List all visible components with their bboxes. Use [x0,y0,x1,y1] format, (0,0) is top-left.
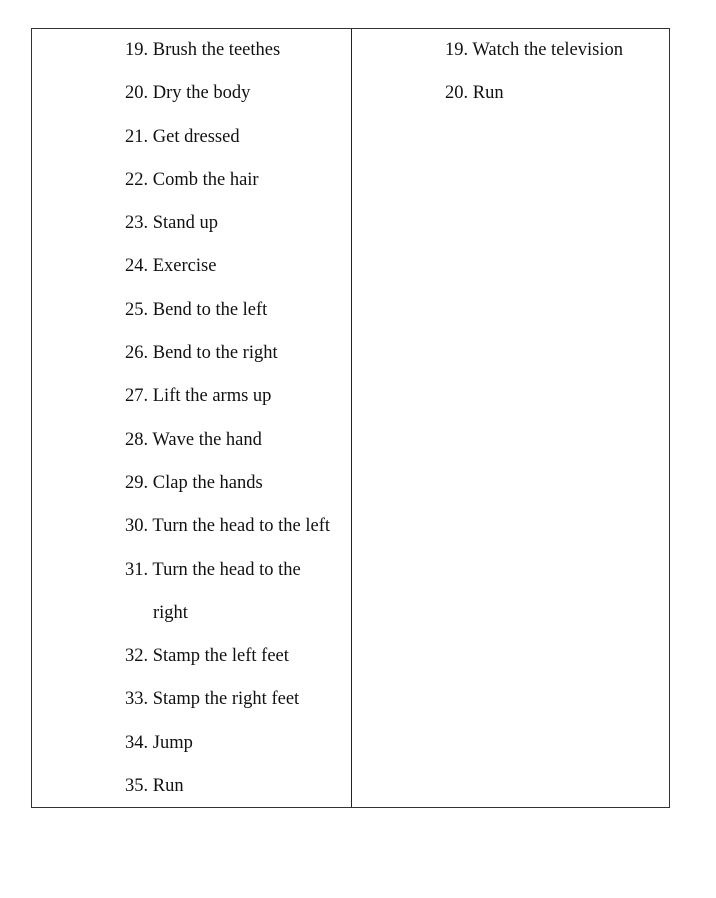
list-item: 20. Run [445,83,504,104]
list-item: 34. Jump [125,732,193,753]
list-item: 32. Stamp the left feet [125,646,289,667]
list-item: 19. Brush the teethes [125,40,281,60]
right-column [352,29,669,807]
left-activity-list [125,29,330,808]
list-item: 21. Get dressed [125,126,240,147]
list-item: 29. Clap the hands [125,472,263,493]
list-item-continuation: right [153,602,188,623]
list-item: 26. Bend to the right [125,343,278,364]
list-item: 23. Stand up [125,213,219,234]
list-item: 30. Turn the head to the left [125,516,331,537]
list-item: 20. Dry the body [125,83,251,104]
list-item: 25. Bend to the left [125,299,268,320]
list-item: 27. Lift the arms up [125,386,272,407]
list-item: 24. Exercise [125,256,217,277]
left-column [32,29,352,807]
list-item: 33. Stamp the right feet [125,689,300,710]
list-item: 28. Wave the hand [125,429,262,450]
list-item: 35. Run [125,776,184,797]
list-item: 19. Watch the television [445,40,623,60]
right-activity-list [445,29,623,116]
list-item-label: 31. Turn the head to the [125,559,301,580]
activity-table [31,28,670,808]
list-item: 22. Comb the hair [125,169,259,190]
list-item [125,549,330,636]
